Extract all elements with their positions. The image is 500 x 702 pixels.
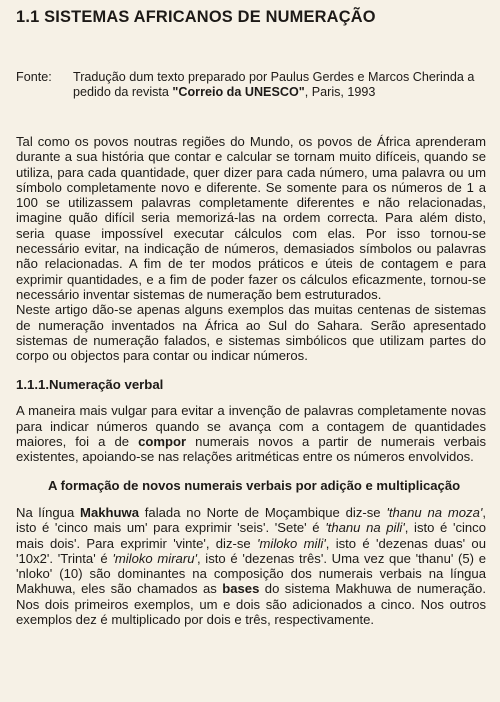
makhuwa-text-7: do sistema Makhuwa de numeração. Nos dois primeiros exemplos, um e dois são adicionados a cinco. Nos outros exemplos dez é multiplicado por dois e três, respectivamente. xyxy=(16,581,486,628)
makhuwa-text-4: , isto é 'cinco mais dois'. Para exprimir 'vinte', diz-se xyxy=(16,520,487,551)
makhuwa-italic-2: 'thanu na pili' xyxy=(325,520,405,536)
source-publication: "Correio da UNESCO" xyxy=(172,85,305,99)
makhuwa-italic-1: 'thanu na moza' xyxy=(386,504,483,520)
section-heading-verbal-numeration: 1.1.1.Numeração verbal xyxy=(16,377,164,393)
intro-paragraph-2: Neste artigo dão-se apenas alguns exemplos das muitas centenas de sistemas de numeração inventados na África ao Sul do Sahara. Serão apresentado sistemas de numeração falados, e sistemas simbólicos que utilizam partes do corpo ou objectos para contar ou indicar números. xyxy=(16,302,486,364)
makhuwa-italic-4: 'miloko miraru' xyxy=(112,550,197,566)
source-text-after: , Paris, 1993 xyxy=(304,85,376,99)
makhuwa-paragraph xyxy=(16,505,486,627)
source-label: Fonte: xyxy=(16,70,52,84)
verbal-text-1: A maneira mais vulgar para evitar a invenção de palavras completamente novas para indicar números quando se avança com a contagem de quantidades maiores, foi a de xyxy=(16,403,486,450)
makhuwa-text-1: Na língua xyxy=(16,504,81,520)
makhuwa-bold-1: Makhuwa xyxy=(80,504,139,520)
verbal-bold-compor: compor xyxy=(138,434,187,450)
source-text-before: Tradução dum texto preparado por Paulus Gerdes e Marcos Cherinda a pedido da revista xyxy=(73,70,475,99)
makhuwa-text-6: , isto é 'dezenas três'. Uma vez que 'thanu' (5) e 'nloko' (10) são dominantes na composição dos numerais verbais na língua Makhuwa, eles são chamados as xyxy=(16,550,487,597)
subsection-heading: A formação de novos numerais verbais por adição e multiplicação xyxy=(48,477,461,493)
makhuwa-text-5: , isto é 'dezenas duas' ou '10x2'. 'Trinta' é xyxy=(16,535,486,566)
source-citation xyxy=(16,70,486,100)
makhuwa-text-3: , isto é 'cinco mais um' para exprimir 'seis'. 'Sete' é xyxy=(16,504,486,536)
verbal-numeration-paragraph xyxy=(16,403,486,464)
makhuwa-bold-bases: bases xyxy=(222,581,260,597)
intro-paragraph-1: Tal como os povos noutras regiões do Mundo, os povos de África aprenderam durante a sua história que contar e calcular se tornam muito difíceis, quando se utiliza, para cada quantidade, quer dizer para cada número, uma palavra ou um símbolo completamente novo e diferente. Se somente para os números de 1 a 100 se utilizassem palavras completamente diferentes e não relacionadas, imagine quão difícil seria memorizá-las na ordem correcta. Para além disto, seria quase impossível executar cálculos com elas. Por isso tornou-se necessário evitar, na indicação de números, demasiados símbolos ou palavras não relacionadas. A fim de ter modos práticos e úteis de contagem e para exprimir quantidades, e a fim de poder fazer os cálculos eficazmente, tornou-se necessário inventar sistemas de numeração bem estruturados. xyxy=(16,134,486,302)
makhuwa-text-2: falada no Norte de Moçambique diz-se xyxy=(138,504,387,520)
makhuwa-italic-3: 'miloko mili' xyxy=(257,535,326,551)
verbal-text-2: numerais novos a partir de numerais verbais existentes, apoiando-se nas relações aritméticas entre os números envolvidos. xyxy=(16,434,486,465)
page-title: 1.1 SISTEMAS AFRICANOS DE NUMERAÇÃO xyxy=(16,8,376,26)
source-text xyxy=(73,70,486,100)
